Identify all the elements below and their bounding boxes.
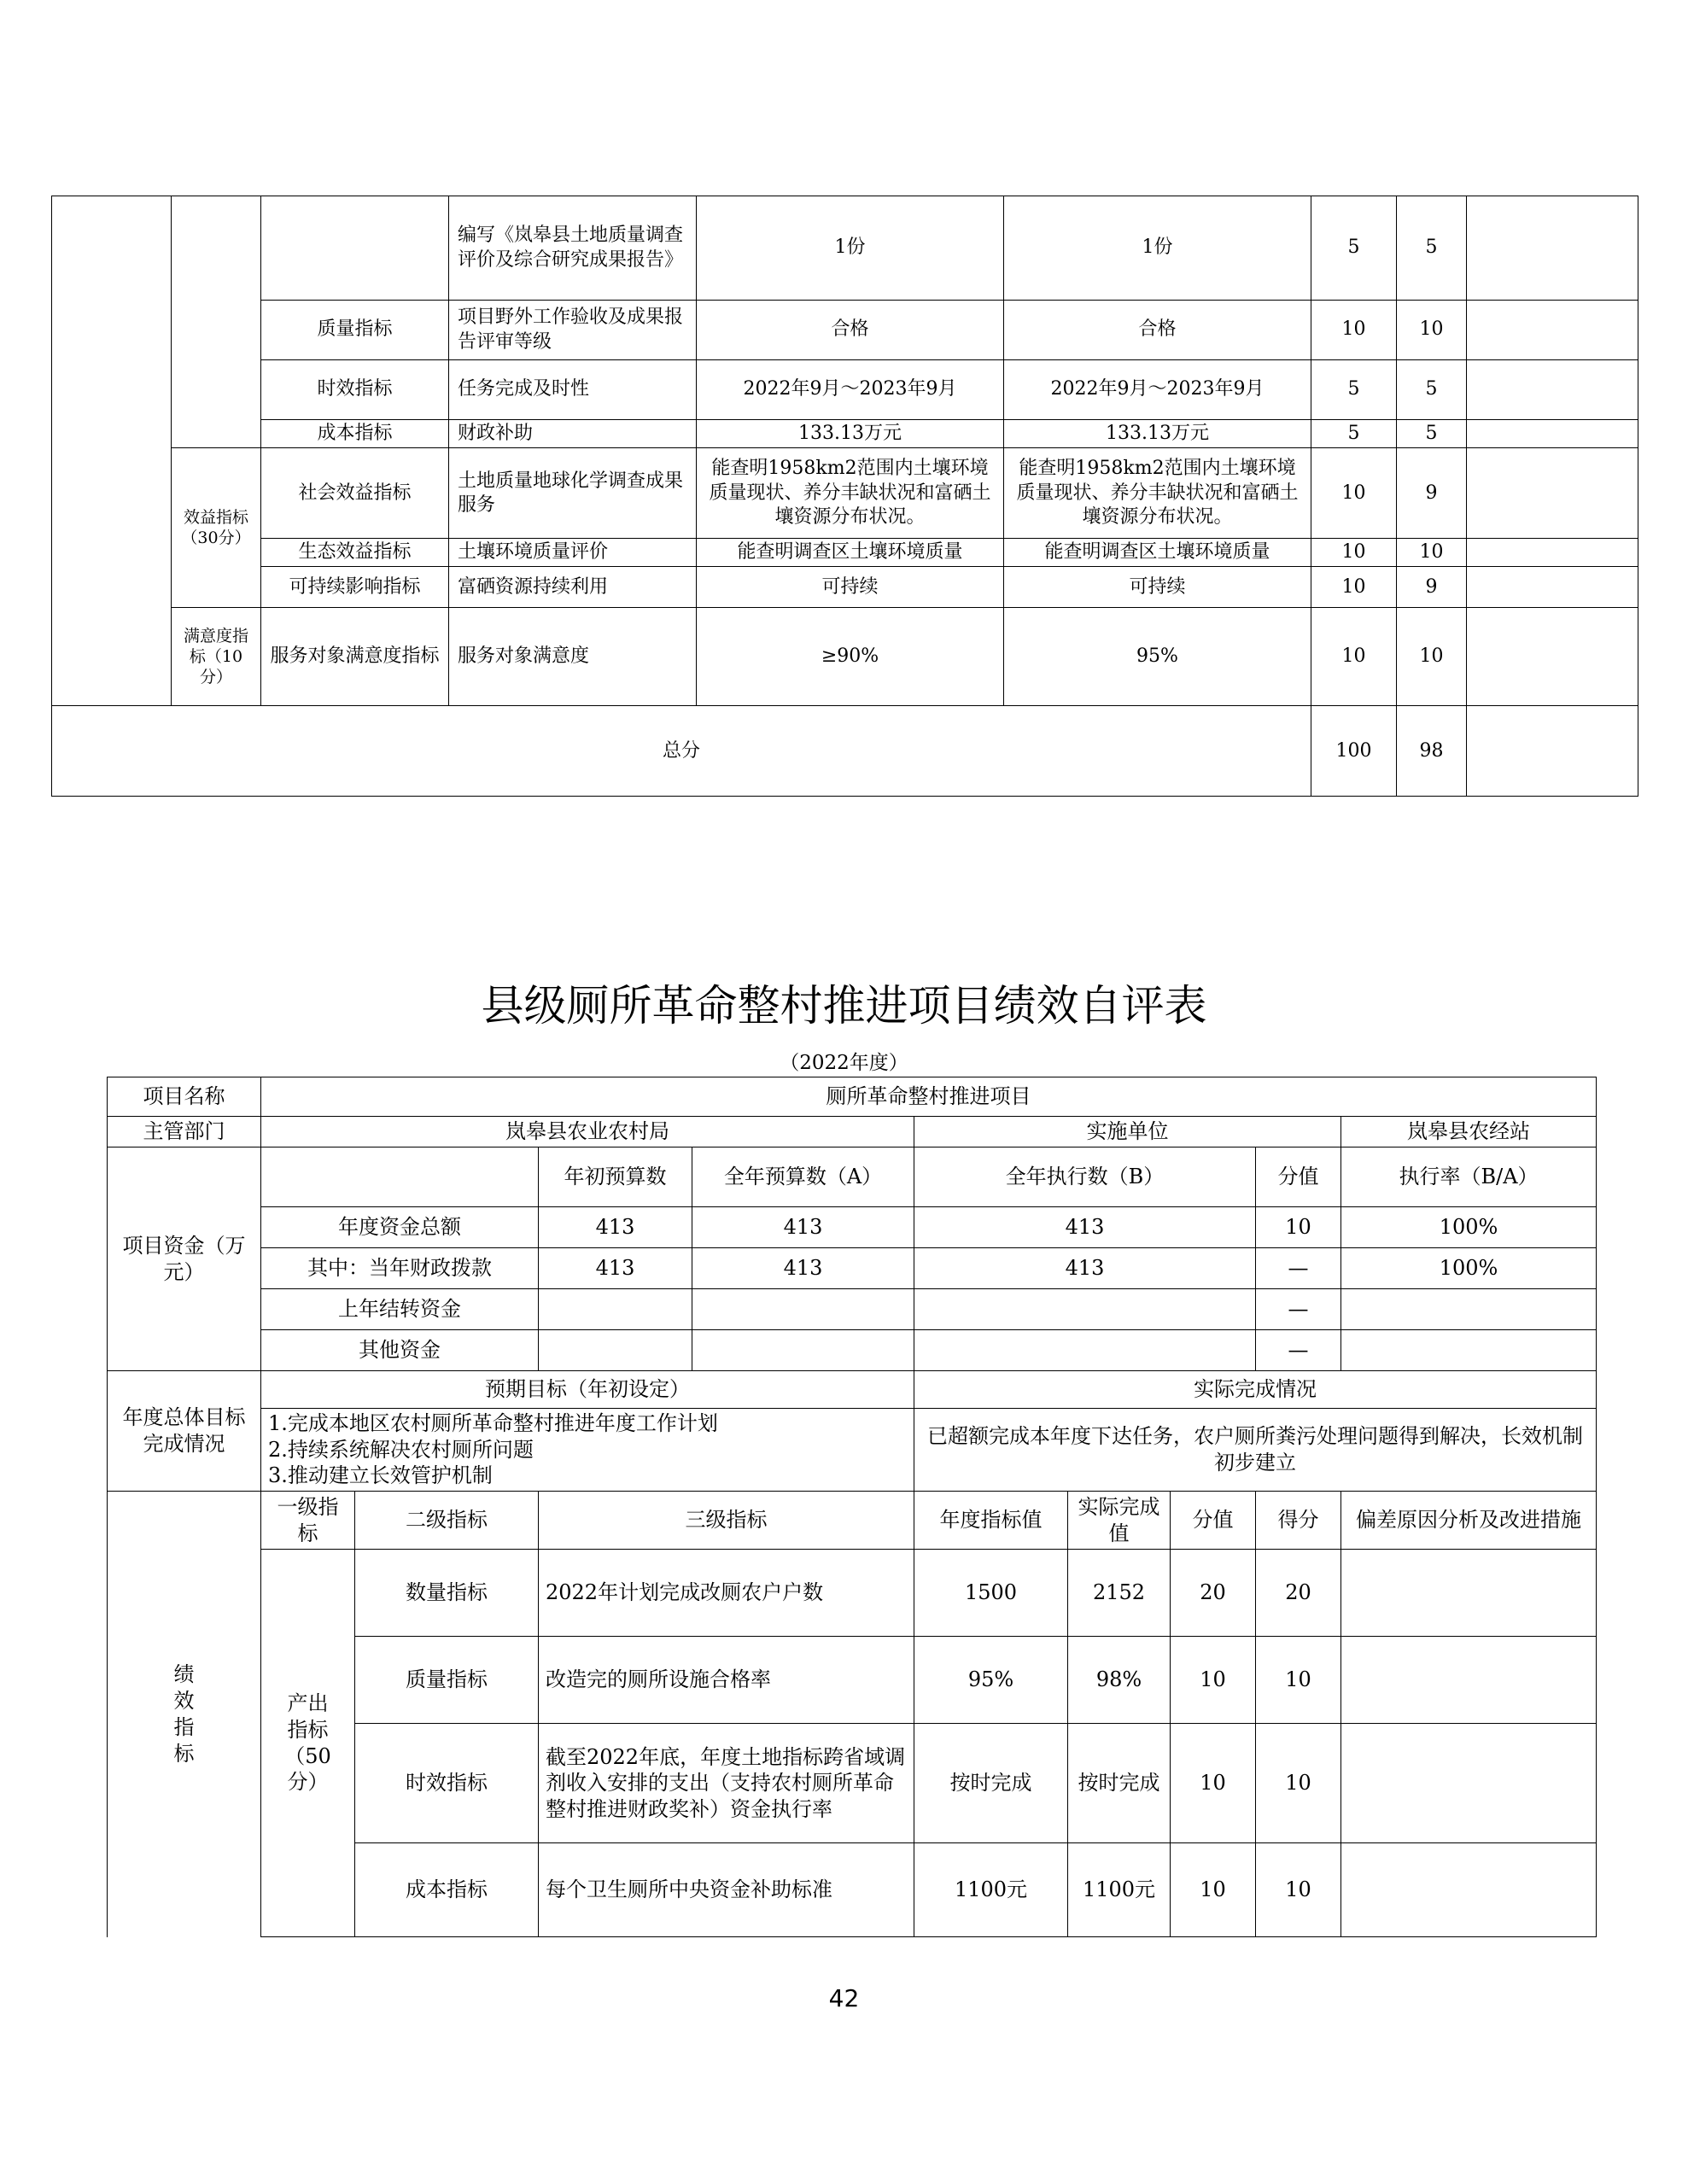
fund-row-label: 其他资金: [261, 1330, 539, 1371]
fund-header-rate: [1341, 1147, 1597, 1207]
fund-initial: [539, 1289, 692, 1330]
perf-header-l3: 三级指标: [539, 1492, 914, 1550]
empty-cell: [1467, 301, 1638, 360]
actual-value: 能查明1958km2范围内土壤环境质量现状、养分丰缺状况和富硒土壤资源分布状况。: [1004, 448, 1311, 539]
table-row: [108, 1248, 1597, 1289]
total-score: 98: [1397, 706, 1467, 797]
fund-rate: [1341, 1330, 1597, 1371]
score-max: 20: [1171, 1550, 1256, 1637]
actual-value: 1100元: [1068, 1843, 1171, 1937]
actual-value: 按时完成: [1068, 1724, 1171, 1843]
score-max: 10: [1311, 608, 1397, 706]
indicator-l2: 质量指标: [355, 1637, 539, 1724]
table-row: [108, 1371, 1597, 1409]
actual-value: 1份: [1004, 196, 1311, 301]
empty-cell: [1467, 420, 1638, 448]
target-value: 按时完成: [914, 1724, 1068, 1843]
fund-annual: [692, 1289, 914, 1330]
score: 10: [1397, 301, 1467, 360]
goal-actual-header: 实际完成情况: [914, 1371, 1597, 1409]
perf-header-deviation: 偏差原因分析及改进措施: [1341, 1492, 1597, 1550]
score-max: 10: [1171, 1637, 1256, 1724]
table-row: [108, 1207, 1597, 1248]
actual-value: 98%: [1068, 1637, 1171, 1724]
score: 9: [1397, 567, 1467, 608]
score-max: 10: [1311, 539, 1397, 567]
actual-value: 2022年9月～2023年9月: [1004, 360, 1311, 420]
perf-header-l1: 一级指标: [261, 1492, 355, 1550]
target-value: 2022年9月～2023年9月: [697, 360, 1004, 420]
perf-header-score: 得分: [1256, 1492, 1341, 1550]
fund-row-label: 年度资金总额: [261, 1207, 539, 1248]
indicator-l2: 时效指标: [355, 1724, 539, 1843]
score: 5: [1397, 420, 1467, 448]
fund-score-max: —: [1256, 1330, 1341, 1371]
indicator-l1: 满意度指标（10分）: [172, 608, 261, 706]
table-row: [108, 1289, 1597, 1330]
list-item: 1.完成本地区农村厕所革命整村推进年度工作计划: [268, 1411, 718, 1435]
table-row: [52, 360, 1638, 420]
fund-rate: [1341, 1289, 1597, 1330]
perf-header-target: 年度指标值: [914, 1492, 1068, 1550]
fund-initial: 413: [539, 1248, 692, 1289]
fund-row-label: 上年结转资金: [261, 1289, 539, 1330]
fund-header-annual: 全年预算数（A）: [692, 1147, 914, 1207]
score-max: 10: [1311, 567, 1397, 608]
actual-value: 95%: [1004, 608, 1311, 706]
impl-value: 岚皋县农经站: [1341, 1117, 1597, 1147]
fund-rate: 100%: [1341, 1207, 1597, 1248]
score-max: 5: [1311, 196, 1397, 301]
target-value: 合格: [697, 301, 1004, 360]
actual-value: 2152: [1068, 1550, 1171, 1637]
fund-annual: 413: [692, 1248, 914, 1289]
fund-header-score-max: 分值: [1256, 1147, 1341, 1207]
target-value: 能查明调查区土壤环境质量: [697, 539, 1004, 567]
output-label: 产出指标（50分）: [261, 1550, 355, 1937]
score: 5: [1397, 360, 1467, 420]
indicator-l2: 时效指标: [261, 360, 449, 420]
empty-cell: [1341, 1637, 1597, 1724]
fund-initial: 413: [539, 1207, 692, 1248]
score: 10: [1256, 1843, 1341, 1937]
table-row: [108, 1147, 1597, 1207]
empty-cell: [172, 196, 261, 448]
table-row: [52, 539, 1638, 567]
performance-table-continued: [51, 196, 1638, 797]
empty-cell: [1341, 1724, 1597, 1843]
actual-value: 可持续: [1004, 567, 1311, 608]
indicator-l3: 任务完成及时性: [449, 360, 697, 420]
target-value: 可持续: [697, 567, 1004, 608]
indicator-l2: 社会效益指标: [261, 448, 449, 539]
indicator-l3: 截至2022年底，年度土地指标跨省域调剂收入安排的支出（支持农村厕所革命整村推进财政奖补）资金执行率: [539, 1724, 914, 1843]
indicator-l2: 质量指标: [261, 301, 449, 360]
table-row: [108, 1492, 1597, 1550]
page-title: 县级厕所革命整村推进项目绩效自评表: [481, 981, 1207, 1031]
score-max: 10: [1311, 448, 1397, 539]
fund-exec: [914, 1289, 1256, 1330]
page-number: 42: [828, 1984, 860, 2012]
indicator-l2: 成本指标: [261, 420, 449, 448]
fund-annual: 413: [692, 1207, 914, 1248]
target-value: 1100元: [914, 1843, 1068, 1937]
target-value: 能查明1958km2范围内土壤环境质量现状、养分丰缺状况和富硒土壤资源分布状况。: [697, 448, 1004, 539]
indicator-l2: 可持续影响指标: [261, 567, 449, 608]
fund-exec: [914, 1330, 1256, 1371]
perf-header-score-max: 分值: [1171, 1492, 1256, 1550]
score-max: 10: [1311, 301, 1397, 360]
indicator-l3: 财政补助: [449, 420, 697, 448]
goal-actual-text: 已超额完成本年度下达任务，农户厕所粪污处理问题得到解决，长效机制初步建立: [914, 1409, 1597, 1492]
fund-initial: [539, 1330, 692, 1371]
table-row: [108, 1409, 1597, 1492]
fund-exec: 413: [914, 1248, 1256, 1289]
empty-cell: [1341, 1550, 1597, 1637]
empty-cell: [1467, 196, 1638, 301]
list-item: 3.推动建立长效管护机制: [268, 1463, 493, 1488]
score: 10: [1397, 539, 1467, 567]
indicator-l2: 生态效益指标: [261, 539, 449, 567]
indicator-l3: 富硒资源持续利用: [449, 567, 697, 608]
empty-cell: [1341, 1843, 1597, 1937]
self-evaluation-table: [107, 1077, 1597, 1937]
indicator-l2: 成本指标: [355, 1843, 539, 1937]
total-label: 总分: [52, 706, 1311, 797]
score: 20: [1256, 1550, 1341, 1637]
target-value: 1500: [914, 1550, 1068, 1637]
fund-score-max: —: [1256, 1289, 1341, 1330]
indicator-l3: 2022年计划完成改厕农户户数: [539, 1550, 914, 1637]
fund-annual: [692, 1330, 914, 1371]
indicator-l3: 项目野外工作验收及成果报告评审等级: [449, 301, 697, 360]
dept-label: 主管部门: [108, 1117, 261, 1147]
empty-cell: [261, 1147, 539, 1207]
score-max: 10: [1171, 1724, 1256, 1843]
table-row: [108, 1077, 1597, 1117]
empty-cell: [1467, 567, 1638, 608]
actual-value: 133.13万元: [1004, 420, 1311, 448]
score-max: 10: [1171, 1843, 1256, 1937]
target-value: 133.13万元: [697, 420, 1004, 448]
empty-cell: [1467, 608, 1638, 706]
dept-value: 岚皋县农业农村局: [261, 1117, 914, 1147]
indicator-l3: 服务对象满意度: [449, 608, 697, 706]
fund-header-exec: 全年执行数（B）: [914, 1147, 1256, 1207]
score-max: 5: [1311, 420, 1397, 448]
perf-header-l2: 二级指标: [355, 1492, 539, 1550]
score: 5: [1397, 196, 1467, 301]
fund-rate: 100%: [1341, 1248, 1597, 1289]
fund-row-label: 其中：当年财政拨款: [261, 1248, 539, 1289]
fund-score-max: 10: [1256, 1207, 1341, 1248]
indicator-l3: 改造完的厕所设施合格率: [539, 1637, 914, 1724]
fund-label: 项目资金（万元）: [108, 1147, 261, 1371]
perf-label: 绩效指标: [108, 1492, 261, 1937]
goal-expected-list: [261, 1409, 914, 1492]
actual-value: 能查明调查区土壤环境质量: [1004, 539, 1311, 567]
table-row: [108, 1550, 1597, 1637]
table-row: [108, 1117, 1597, 1147]
empty-cell: [52, 196, 172, 706]
indicator-l3: 编写《岚皋县土地质量调查评价及综合研究成果报告》: [449, 196, 697, 301]
impl-label: 实施单位: [914, 1117, 1341, 1147]
indicator-l3: 土地质量地球化学调查成果服务: [449, 448, 697, 539]
empty-cell: [1467, 360, 1638, 420]
score: 10: [1256, 1724, 1341, 1843]
table-row: [52, 567, 1638, 608]
project-name-label: 项目名称: [108, 1077, 261, 1117]
empty-cell: [1467, 448, 1638, 539]
indicator-l2: 数量指标: [355, 1550, 539, 1637]
fund-exec: 413: [914, 1207, 1256, 1248]
goal-label: 年度总体目标完成情况: [108, 1371, 261, 1492]
fund-header-initial: 年初预算数: [539, 1147, 692, 1207]
goal-expected-header: 预期目标（年初设定）: [261, 1371, 914, 1409]
indicator-l1: 效益指标（30分）: [172, 448, 261, 608]
indicator-l2: 服务对象满意度指标: [261, 608, 449, 706]
total-max: 100: [1311, 706, 1397, 797]
table-row: [108, 1330, 1597, 1371]
score: 10: [1397, 608, 1467, 706]
table-row: [52, 301, 1638, 360]
empty-cell: [1467, 539, 1638, 567]
table-row: [52, 420, 1638, 448]
indicator-l3: 每个卫生厕所中央资金补助标准: [539, 1843, 914, 1937]
page-subtitle: （2022年度）: [780, 1052, 908, 1074]
project-name: 厕所革命整村推进项目: [261, 1077, 1597, 1117]
score: 9: [1397, 448, 1467, 539]
score: 10: [1256, 1637, 1341, 1724]
target-value: 1份: [697, 196, 1004, 301]
list-item: 2.持续系统解决农村厕所问题: [268, 1437, 534, 1462]
table-row: [52, 608, 1638, 706]
table-row: [52, 196, 1638, 301]
target-value: 95%: [914, 1637, 1068, 1724]
table-row: [52, 448, 1638, 539]
actual-value: 合格: [1004, 301, 1311, 360]
empty-cell: [261, 196, 449, 301]
empty-cell: [1467, 706, 1638, 797]
score-max: 5: [1311, 360, 1397, 420]
rate-header-text: 执行率（B/A）: [1399, 1165, 1539, 1189]
indicator-l3: 土壤环境质量评价: [449, 539, 697, 567]
perf-header-actual: 实际完成值: [1068, 1492, 1171, 1550]
fund-score-max: —: [1256, 1248, 1341, 1289]
total-row: [52, 706, 1638, 797]
target-value: ≥90%: [697, 608, 1004, 706]
